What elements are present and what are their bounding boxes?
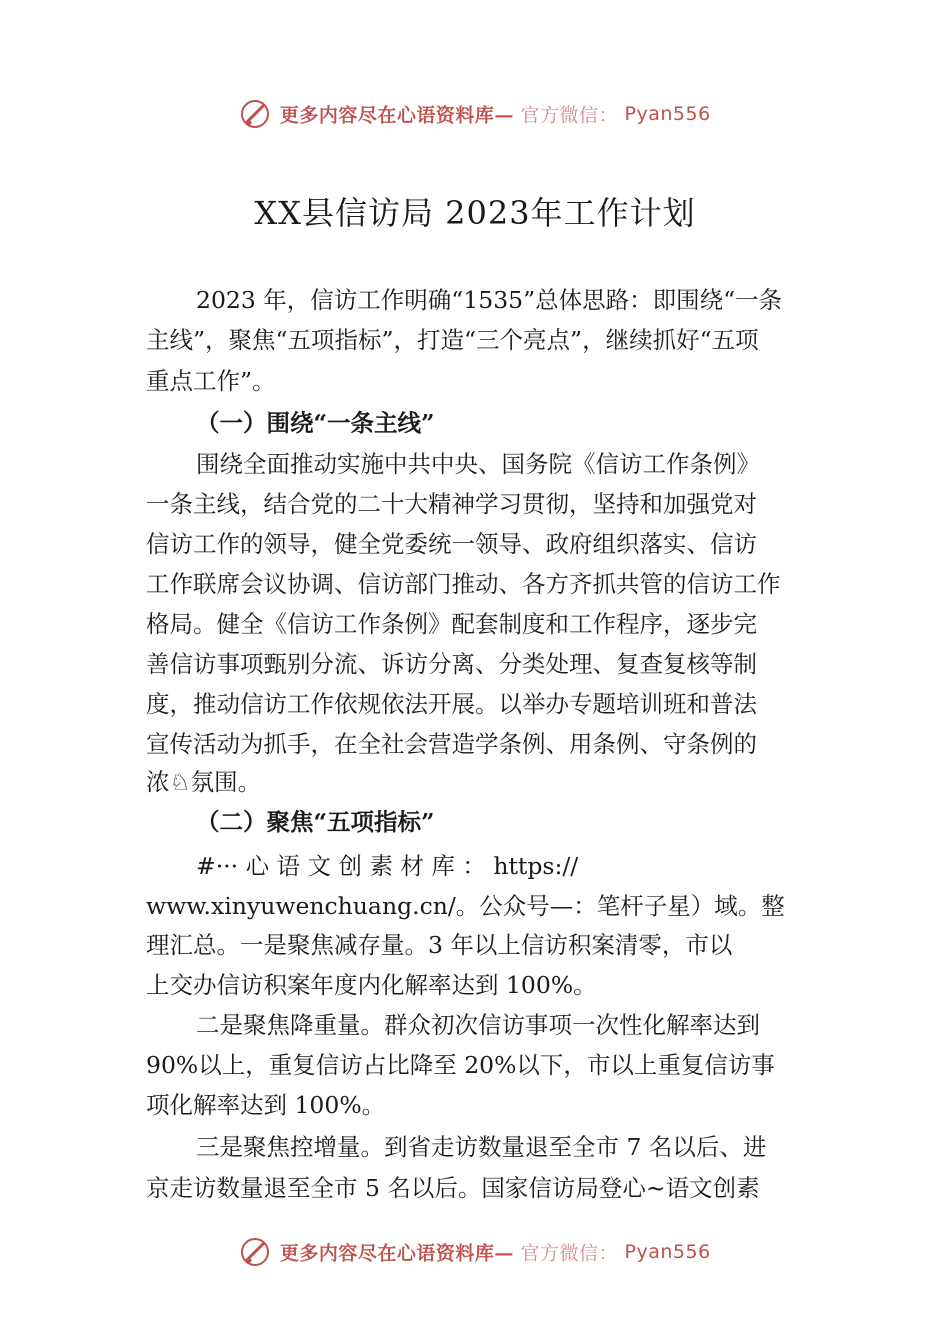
brush-logo-icon: [239, 1236, 271, 1268]
paragraph-line: 三是聚焦控增量。到省走访数量退至全市 7 名以后、进: [196, 1133, 767, 1161]
paragraph-line: 工作联席会议协调、信访部门推动、各方齐抓共管的信访工作: [146, 570, 781, 598]
paragraph-line: 2023 年，信访工作明确“1535”总体思路：即围绕“一条: [196, 286, 783, 314]
banner-wechat-id: Pyan556: [624, 1241, 711, 1263]
paragraph-line: 度，推动信访工作依规依法开展。以举办专题培训班和普法: [146, 690, 757, 718]
paragraph-line: 重点工作”。: [146, 367, 276, 395]
banner-text: 更多内容尽在心语资料库—: [279, 1242, 514, 1265]
paragraph-line: 善信访事项甄别分流、诉访分离、分类处理、复查复核等制: [146, 650, 757, 678]
banner-wechat-id: Pyan556: [624, 103, 711, 125]
section-heading-2: （二）聚焦“五项指标”: [196, 808, 435, 836]
watermark-banner-bottom: [0, 1236, 950, 1268]
paragraph-line: 90%以上，重复信访占比降至 20%以下，市以上重复信访事: [146, 1051, 775, 1079]
brush-logo-icon: [239, 98, 271, 130]
paragraph-line: 主线”，聚焦“五项指标”，打造“三个亮点”，继续抓好“五项: [146, 326, 759, 354]
paragraph-line: 项化解率达到 100%。: [146, 1091, 386, 1119]
paragraph-line: 宣传活动为抓手，在全社会营造学条例、用条例、守条例的: [146, 730, 757, 758]
paragraph-line: www.xinyuwenchuang.cn/。公众号—：笔杆子星）域。整: [146, 892, 785, 920]
banner-wechat-label: 官方微信：: [520, 104, 618, 127]
paragraph-line: 京走访数量退至全市 5 名以后。国家信访局登心~语文创素: [146, 1174, 760, 1202]
paragraph-line: 格局。健全《信访工作条例》配套制度和工作程序，逐步完: [146, 610, 757, 638]
section-heading-1: （一）围绕“一条主线”: [196, 409, 435, 437]
paragraph-line: 浓♘氛围。: [146, 768, 262, 796]
paragraph-line: 一条主线，结合党的二十大精神学习贯彻，坚持和加强党对: [146, 490, 757, 518]
paragraph-line: 围绕全面推动实施中共中央、国务院《信访工作条例》: [196, 450, 760, 478]
banner-wechat-label: 官方微信：: [520, 1242, 618, 1265]
paragraph-line: 二是聚焦降重量。群众初次信访事项一次性化解率达到: [196, 1011, 760, 1039]
paragraph-line: 信访工作的领导，健全党委统一领导、政府组织落实、信访: [146, 530, 757, 558]
paragraph-line: #··· 心 语 文 创 素 材 库 ： https://: [196, 852, 579, 880]
paragraph-line: 理汇总。一是聚焦减存量。3 年以上信访积案清零，市以: [146, 931, 733, 959]
paragraph-line: 上交办信访积案年度内化解率达到 100%。: [146, 971, 597, 999]
banner-text: 更多内容尽在心语资料库—: [279, 104, 514, 127]
watermark-banner-top: [0, 98, 950, 130]
document-title: XX县信访局 2023年工作计划: [254, 194, 696, 232]
